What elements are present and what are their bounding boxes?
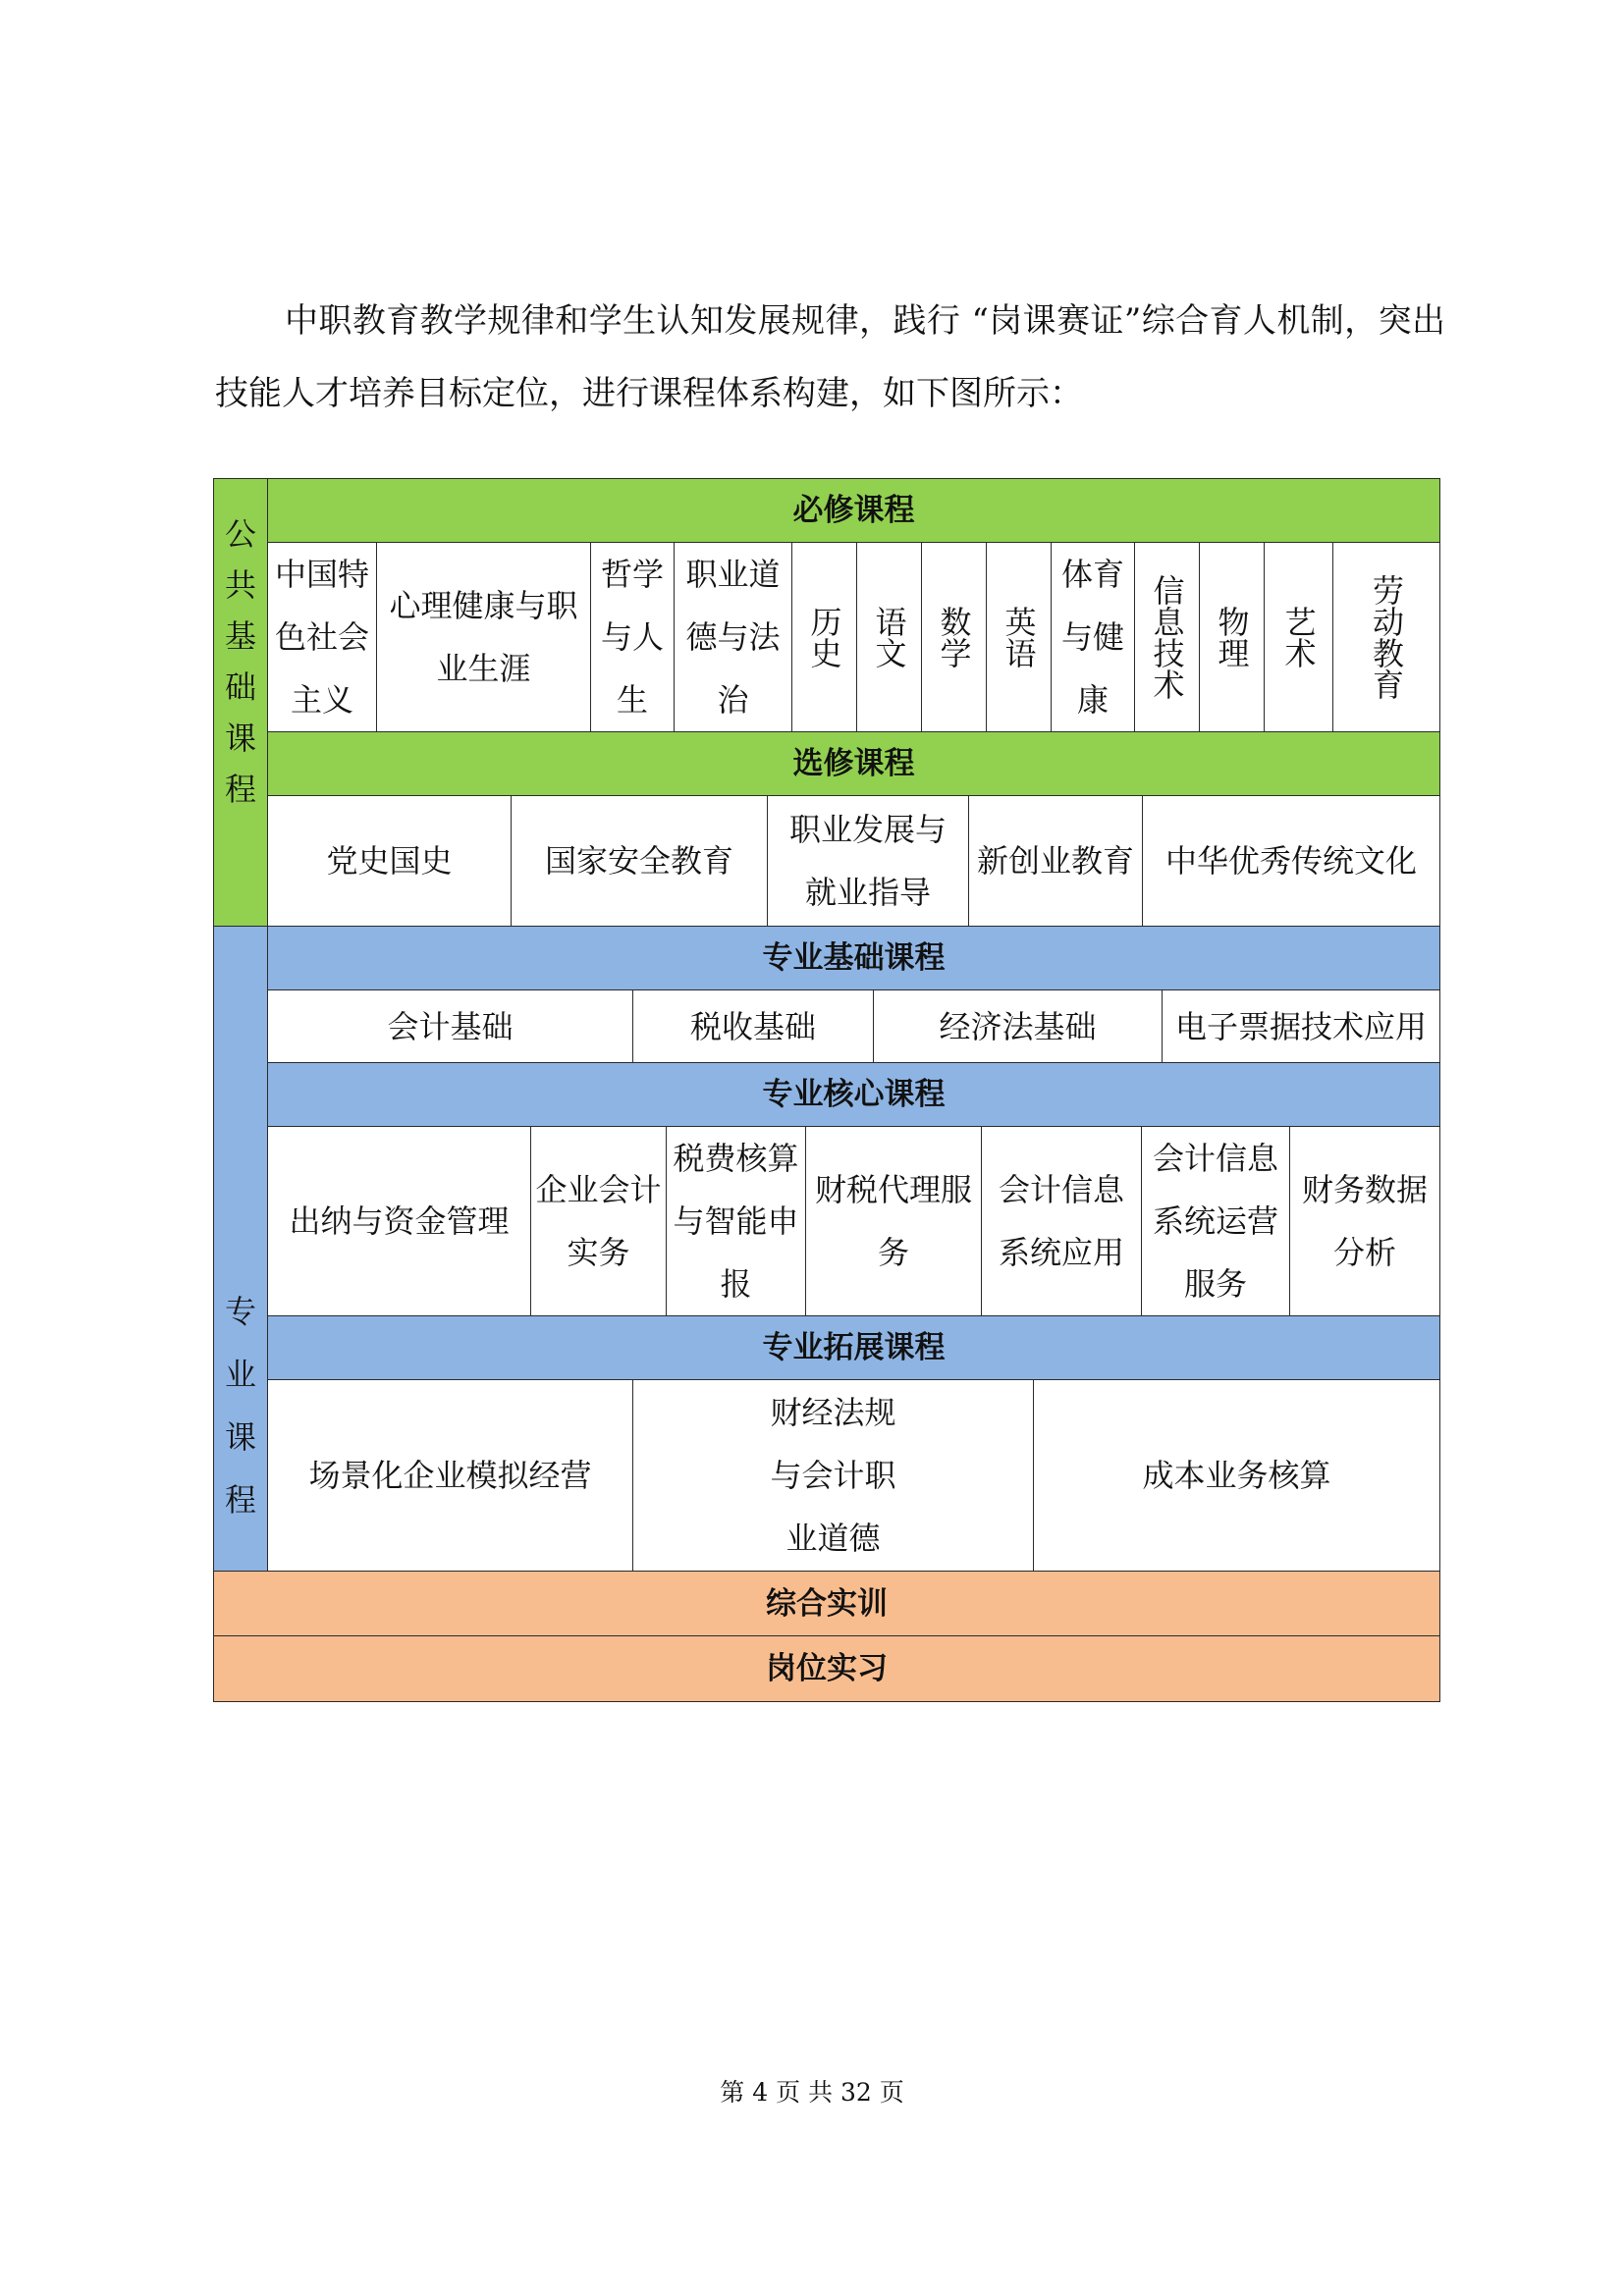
extension-courses-header: 专业拓展课程	[267, 1315, 1440, 1380]
intro-line-1: 中职教育教学规律和学生认知发展规律，践行 “岗课赛证”综合育人机制，突出	[285, 301, 1445, 341]
course-cell: 职业道 德与法 治	[674, 542, 792, 732]
course-cell: 场景化企业模拟经营	[267, 1379, 633, 1572]
curriculum-chart	[213, 478, 1440, 1702]
course-cell: 会计信息 系统应用	[981, 1126, 1142, 1316]
course-cell: 税收基础	[632, 989, 874, 1063]
public-basic-side-label: 公 共 基 础 课 程	[213, 478, 268, 927]
course-cell: 中国特 色社会 主义	[267, 542, 377, 732]
course-cell: 历史	[791, 542, 857, 732]
professional-side-label: 专 业 课 程	[213, 926, 268, 1572]
course-cell: 信息技术	[1134, 542, 1200, 732]
course-cell: 新创业教育	[968, 795, 1143, 927]
course-cell: 中华优秀传统文化	[1142, 795, 1440, 927]
core-courses-header: 专业核心课程	[267, 1062, 1440, 1127]
page-footer: 第 4 页 共 32 页	[720, 2078, 904, 2107]
course-cell: 出纳与资金管理	[267, 1126, 531, 1316]
course-cell: 党史国史	[267, 795, 512, 927]
course-cell: 劳动教育	[1332, 542, 1440, 732]
course-cell: 心理健康与职 业生涯	[376, 542, 591, 732]
course-cell: 语文	[856, 542, 922, 732]
course-cell: 英语	[986, 542, 1052, 732]
course-cell: 艺术	[1264, 542, 1333, 732]
course-cell: 税费核算 与智能申 报	[666, 1126, 806, 1316]
required-courses-header: 必修课程	[267, 478, 1440, 543]
internship-row: 岗位实习	[213, 1635, 1440, 1702]
course-cell: 财经法规 与会计职 业道德	[632, 1379, 1034, 1572]
course-cell: 财税代理服 务	[805, 1126, 982, 1316]
course-cell: 电子票据技术应用	[1162, 989, 1440, 1063]
course-cell: 哲学 与人 生	[590, 542, 675, 732]
foundation-courses-header: 专业基础课程	[267, 926, 1440, 990]
course-cell: 体育 与健 康	[1051, 542, 1135, 732]
intro-paragraph	[215, 285, 1445, 430]
course-cell: 经济法基础	[873, 989, 1163, 1063]
course-cell: 物理	[1199, 542, 1265, 732]
course-cell: 数学	[921, 542, 987, 732]
intro-line-2: 技能人才培养目标定位，进行课程体系构建，如下图所示：	[215, 374, 1083, 413]
course-cell: 成本业务核算	[1033, 1379, 1440, 1572]
course-cell: 会计信息 系统运营 服务	[1141, 1126, 1290, 1316]
course-cell: 职业发展与 就业指导	[767, 795, 969, 927]
course-cell: 国家安全教育	[511, 795, 768, 927]
course-cell: 企业会计 实务	[530, 1126, 667, 1316]
elective-courses-header: 选修课程	[267, 731, 1440, 796]
course-cell: 会计基础	[267, 989, 633, 1063]
comprehensive-training-row: 综合实训	[213, 1571, 1440, 1636]
course-cell: 财务数据 分析	[1289, 1126, 1440, 1316]
